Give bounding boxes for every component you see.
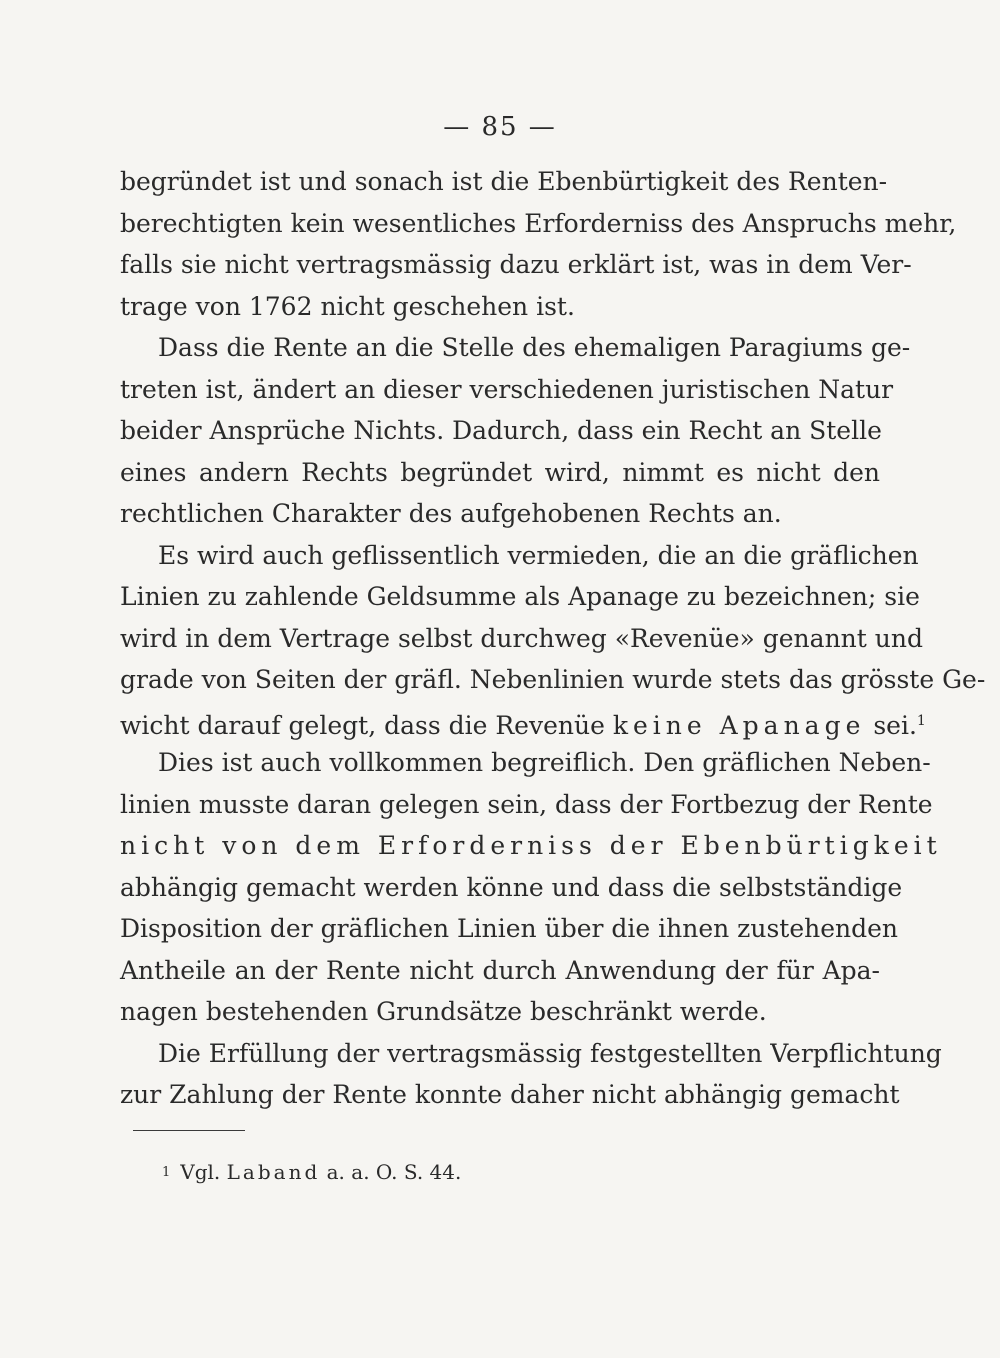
footnote-prefix: Vgl. [180, 1160, 221, 1184]
footnote-reference-text: a. a. O. S. 44. [326, 1160, 462, 1184]
paragraph-start-line: Dies ist auch vollkommen begreiflich. Den gräflichen Neben- [158, 748, 931, 777]
line-text-after: sei. [865, 710, 917, 740]
footnote-reference: 1 [916, 712, 926, 729]
paragraph-start-line: Es wird auch geflissentlich vermieden, die an die gräflichen [158, 540, 919, 570]
page-number: — 85 — [443, 112, 557, 142]
spaced-text-line: nicht von dem Erforderniss der Ebenbürtigkeit [120, 831, 942, 860]
paragraph-start-line: Dass die Rente an die Stelle des ehemaligen Paragiums ge- [158, 333, 911, 362]
text-line: nagen bestehenden Grundsätze beschränkt werde. [120, 997, 767, 1026]
text-line: beider Ansprüche Nichts. Dadurch, dass ein Recht an Stelle [120, 416, 882, 445]
footnote [162, 1160, 461, 1184]
text-line: Disposition der gräflichen Linien über die ihnen zustehenden [120, 914, 899, 943]
footnote-divider [133, 1130, 245, 1131]
text-line: eines andern Rechts begründet wird, nimmt es nicht den [120, 457, 880, 487]
text-line: begründet ist und sonach ist die Ebenbürtigkeit des Renten- [120, 167, 888, 196]
text-line: berechtigten kein wesentliches Erforderniss des Anspruchs mehr, [120, 208, 957, 238]
text-line: Antheile an der Rente nicht durch Anwendung der für Apa- [120, 955, 880, 985]
text-line: treten ist, ändert an dieser verschiedenen juristischen Natur [120, 374, 894, 404]
text-line: trage von 1762 nicht geschehen ist. [120, 291, 575, 321]
body-text [120, 161, 986, 1116]
text-line: linien musste daran gelegen sein, dass der Fortbezug der Rente [120, 789, 933, 819]
paragraph-start-line: Die Erfüllung der vertragsmässig festgestellten Verpflichtung [158, 1038, 942, 1068]
text-line-with-emphasis [120, 701, 926, 743]
text-line: falls sie nicht vertragsmässig dazu erklärt ist, was in dem Ver- [120, 250, 912, 279]
text-line: abhängig gemacht werden könne und dass die selbstständige [120, 872, 903, 902]
footnote-author: Laband [226, 1160, 321, 1184]
footnote-mark: 1 [162, 1165, 171, 1180]
emphasis-text: keine Apanage [612, 710, 866, 740]
text-line: rechtlichen Charakter des aufgehobenen Rechts an. [120, 499, 782, 528]
text-line: Linien zu zahlende Geldsumme als Apanage zu bezeichnen; sie [120, 582, 920, 611]
text-line: grade von Seiten der gräfl. Nebenlinien wurde stets das grösste Ge- [120, 665, 986, 694]
text-line: zur Zahlung der Rente konnte daher nicht abhängig gemacht [120, 1080, 900, 1109]
line-text-before: wicht darauf gelegt, dass die Revenüe [120, 710, 613, 740]
text-line: wird in dem Vertrage selbst durchweg «Revenüe» genannt und [120, 623, 923, 653]
